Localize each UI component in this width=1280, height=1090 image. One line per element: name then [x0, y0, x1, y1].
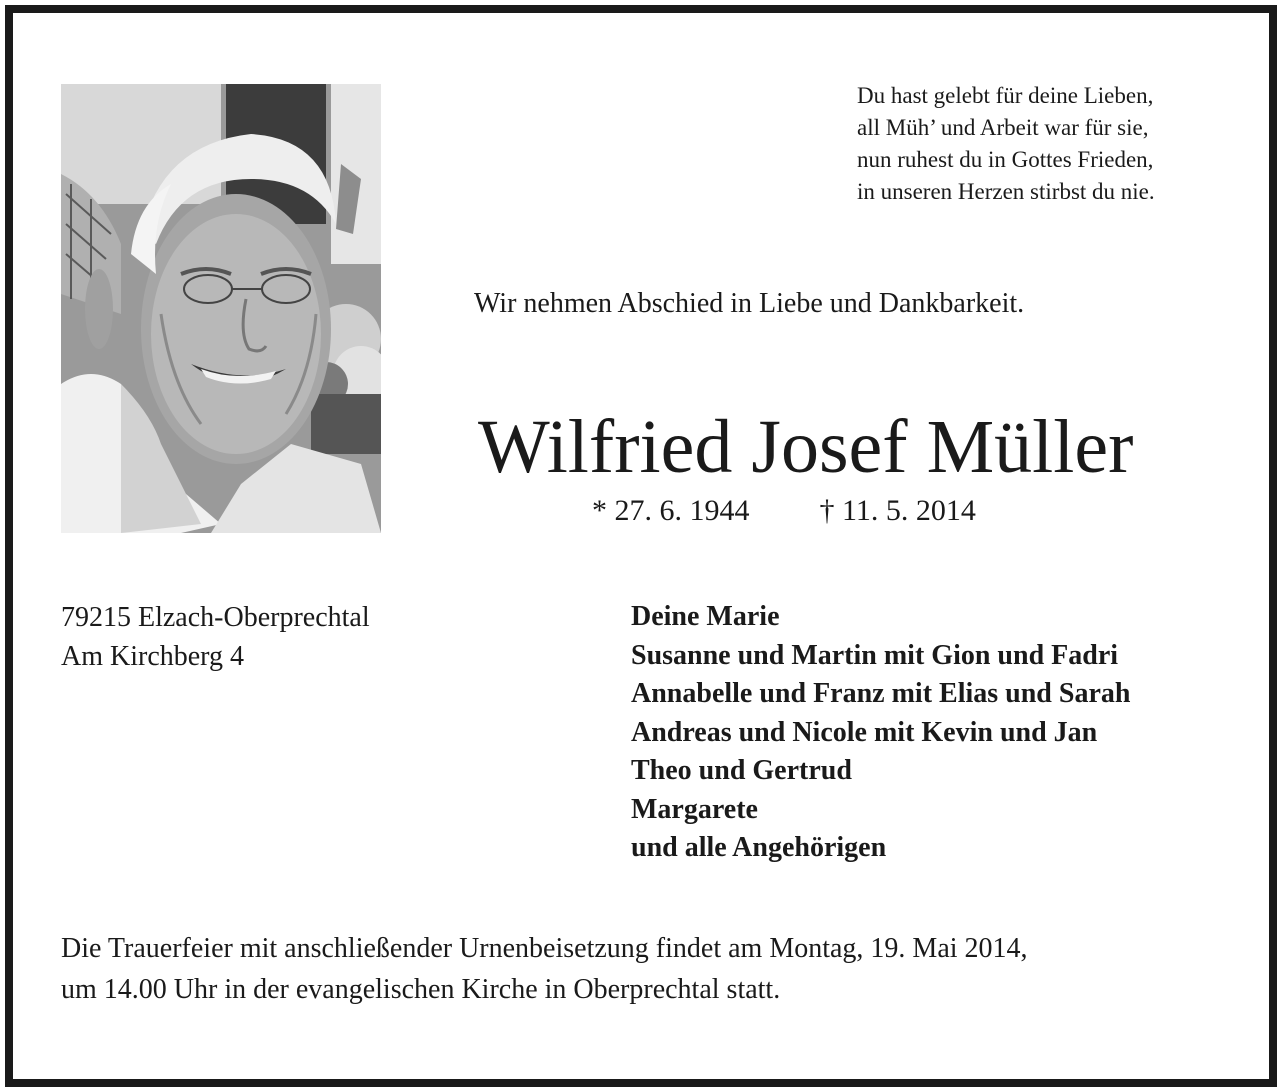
- life-dates: [592, 494, 976, 528]
- family-member: Theo und Gertrud: [631, 755, 852, 786]
- family-member: Andreas und Nicole mit Kevin und Jan: [631, 716, 1098, 748]
- family-member: und alle Angehörigen: [631, 832, 887, 863]
- portrait-photo: [61, 84, 381, 533]
- family-member: Margarete: [631, 793, 758, 825]
- address-block: [61, 598, 370, 676]
- family-list: [631, 598, 1130, 868]
- poem-line: nun ruhest du in Gottes Frieden,: [857, 147, 1154, 172]
- birth-date: * 27. 6. 1944: [592, 494, 750, 527]
- address-line: Am Kirchberg 4: [61, 641, 244, 672]
- family-member: Annabelle und Franz mit Elias und Sarah: [631, 678, 1131, 709]
- ceremony-line: um 14.00 Uhr in der evangelischen Kirche in Oberprechtal statt.: [61, 974, 781, 1005]
- deceased-name: Wilfried Josef Müller: [478, 405, 1134, 489]
- family-member: Susanne und Martin mit Gion und Fadri: [631, 639, 1119, 671]
- address-line: 79215 Elzach-Oberprechtal: [61, 602, 370, 633]
- poem: [857, 80, 1155, 208]
- ceremony-notice: [61, 928, 1028, 1010]
- farewell-text: Wir nehmen Abschied in Liebe und Dankbarkeit.: [474, 288, 1025, 319]
- death-date: † 11. 5. 2014: [819, 494, 976, 527]
- poem-line: all Müh’ und Arbeit war für sie,: [857, 115, 1149, 140]
- family-member: Deine Marie: [631, 601, 780, 632]
- poem-line: Du hast gelebt für deine Lieben,: [857, 83, 1154, 108]
- ceremony-line: Die Trauerfeier mit anschließender Urnenbeisetzung findet am Montag, 19. Mai 2014,: [61, 933, 1028, 964]
- poem-line: in unseren Herzen stirbst du nie.: [857, 179, 1155, 204]
